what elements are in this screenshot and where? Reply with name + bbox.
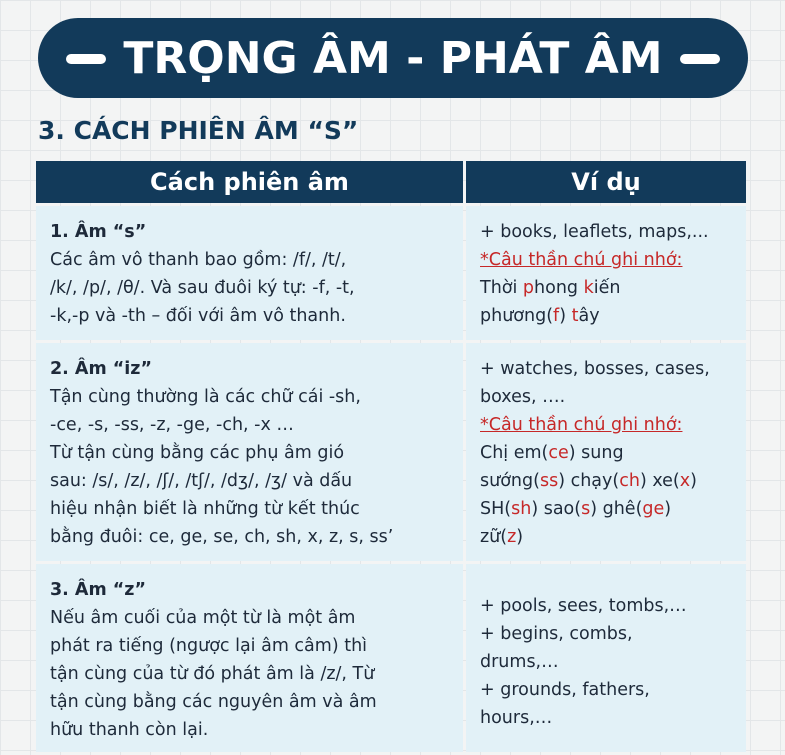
mnemonic-text: Thời bbox=[480, 278, 523, 298]
rule-title: 3. Âm “z” bbox=[50, 580, 146, 600]
mnemonic-line bbox=[480, 439, 740, 467]
rule-line: tận cùng của từ đó phát âm là /z/, Từ bbox=[50, 664, 375, 684]
mnemonic-text: ) bbox=[516, 527, 524, 547]
mnemonic-highlight: x bbox=[679, 471, 691, 491]
rule-line: -k,-p và -th – đối với âm vô thanh. bbox=[50, 306, 346, 326]
rule-line: tận cùng bằng các nguyên âm và âm bbox=[50, 692, 377, 712]
rule-line: Từ tận cùng bằng các phụ âm gió bbox=[50, 443, 345, 463]
example-cell bbox=[466, 564, 746, 752]
mnemonic-line bbox=[480, 467, 740, 495]
mnemonic-highlight: ge bbox=[642, 499, 665, 519]
dash-decoration-right bbox=[680, 54, 720, 64]
mnemonic-highlight: sh bbox=[511, 499, 532, 519]
example-line: drums,… bbox=[480, 652, 559, 672]
mnemonic-text: SH( bbox=[480, 499, 512, 519]
rule-line: Tận cùng thường là các chữ cái -sh, bbox=[50, 387, 361, 407]
mnemonic-text: ây bbox=[578, 306, 600, 326]
example-line: boxes, …. bbox=[480, 387, 566, 407]
mnemonic-highlight: t bbox=[571, 306, 579, 326]
mnemonic-text: sướng( bbox=[480, 471, 540, 491]
mnemonic-highlight: f bbox=[553, 306, 560, 326]
example-line: + books, leaflets, maps,... bbox=[480, 222, 709, 242]
rule-cell bbox=[36, 564, 463, 752]
mnemonic-line bbox=[480, 495, 740, 523]
rule-title: 2. Âm “iz” bbox=[50, 359, 152, 379]
rule-line: hữu thanh còn lại. bbox=[50, 720, 209, 740]
example-line: hours,… bbox=[480, 708, 553, 728]
section-heading: 3. CÁCH PHIÊN ÂM “S” bbox=[38, 116, 359, 145]
mnemonic-highlight: ce bbox=[548, 443, 569, 463]
rule-line: bằng đuôi: ce, ge, se, ch, sh, x, z, s, ss’ bbox=[50, 527, 394, 547]
rule-line: Nếu âm cuối của một từ là một âm bbox=[50, 608, 356, 628]
example-cell bbox=[466, 206, 746, 340]
example-line: + begins, combs, bbox=[480, 624, 633, 644]
rule-line: phát ra tiếng (ngược lại âm câm) thì bbox=[50, 636, 368, 656]
mnemonic-highlight: ss bbox=[539, 471, 559, 491]
mnemonic-text: iến bbox=[593, 278, 621, 298]
mnemonic-highlight: s bbox=[581, 499, 591, 519]
mnemonic-label: *Câu thần chú ghi nhớ: bbox=[480, 250, 683, 270]
mnemonic-highlight: p bbox=[522, 278, 535, 298]
mnemonic-text: ) bbox=[664, 499, 672, 519]
header-example: Ví dụ bbox=[466, 161, 746, 203]
rule-line: hiệu nhận biết là những từ kết thúc bbox=[50, 499, 360, 519]
mnemonic-line bbox=[480, 523, 740, 551]
banner-title: TRỌNG ÂM - PHÁT ÂM bbox=[123, 32, 663, 84]
mnemonic-text: ) sao( bbox=[531, 499, 582, 519]
dash-decoration-left bbox=[66, 54, 106, 64]
table-row bbox=[36, 564, 746, 752]
mnemonic-text: ) xe( bbox=[639, 471, 680, 491]
mnemonic-label: *Câu thần chú ghi nhớ: bbox=[480, 415, 683, 435]
rule-line: Các âm vô thanh bao gồm: /f/, /t/, bbox=[50, 250, 347, 270]
header-method: Cách phiên âm bbox=[36, 161, 463, 203]
mnemonic-text: ) ghê( bbox=[590, 499, 643, 519]
pronunciation-table bbox=[33, 158, 749, 755]
mnemonic-text: Chị em( bbox=[480, 443, 549, 463]
mnemonic-text: ) bbox=[690, 471, 697, 491]
example-line: + pools, sees, tombs,… bbox=[480, 596, 687, 616]
mnemonic-highlight: k bbox=[583, 278, 594, 298]
rule-cell bbox=[36, 343, 463, 561]
example-line: + watches, bosses, cases, bbox=[480, 359, 710, 379]
table-row bbox=[36, 206, 746, 340]
rule-line: -ce, -s, -ss, -z, -ge, -ch, -x … bbox=[50, 415, 294, 435]
table-header-row bbox=[36, 161, 746, 203]
title-banner bbox=[38, 18, 748, 98]
mnemonic-text: ) chạy( bbox=[558, 471, 620, 491]
mnemonic-line bbox=[480, 302, 740, 330]
example-line: + grounds, fathers, bbox=[480, 680, 650, 700]
mnemonic-text: phương( bbox=[480, 306, 554, 326]
mnemonic-text: ) bbox=[559, 306, 572, 326]
example-cell bbox=[466, 343, 746, 561]
mnemonic-line bbox=[480, 274, 740, 302]
mnemonic-highlight: ch bbox=[619, 471, 640, 491]
table-row bbox=[36, 343, 746, 561]
mnemonic-text: ) sung bbox=[568, 443, 624, 463]
rule-line: /k/, /p/, /θ/. Và sau đuôi ký tự: -f, -t, bbox=[50, 278, 355, 298]
rule-cell bbox=[36, 206, 463, 340]
rule-line: sau: /s/, /z/, /ʃ/, /tʃ/, /dʒ/, /ʒ/ và dấu bbox=[50, 471, 353, 491]
rule-title: 1. Âm “s” bbox=[50, 222, 147, 242]
mnemonic-text: hong bbox=[534, 278, 584, 298]
mnemonic-highlight: z bbox=[507, 527, 517, 547]
mnemonic-text: zữ( bbox=[480, 527, 508, 547]
